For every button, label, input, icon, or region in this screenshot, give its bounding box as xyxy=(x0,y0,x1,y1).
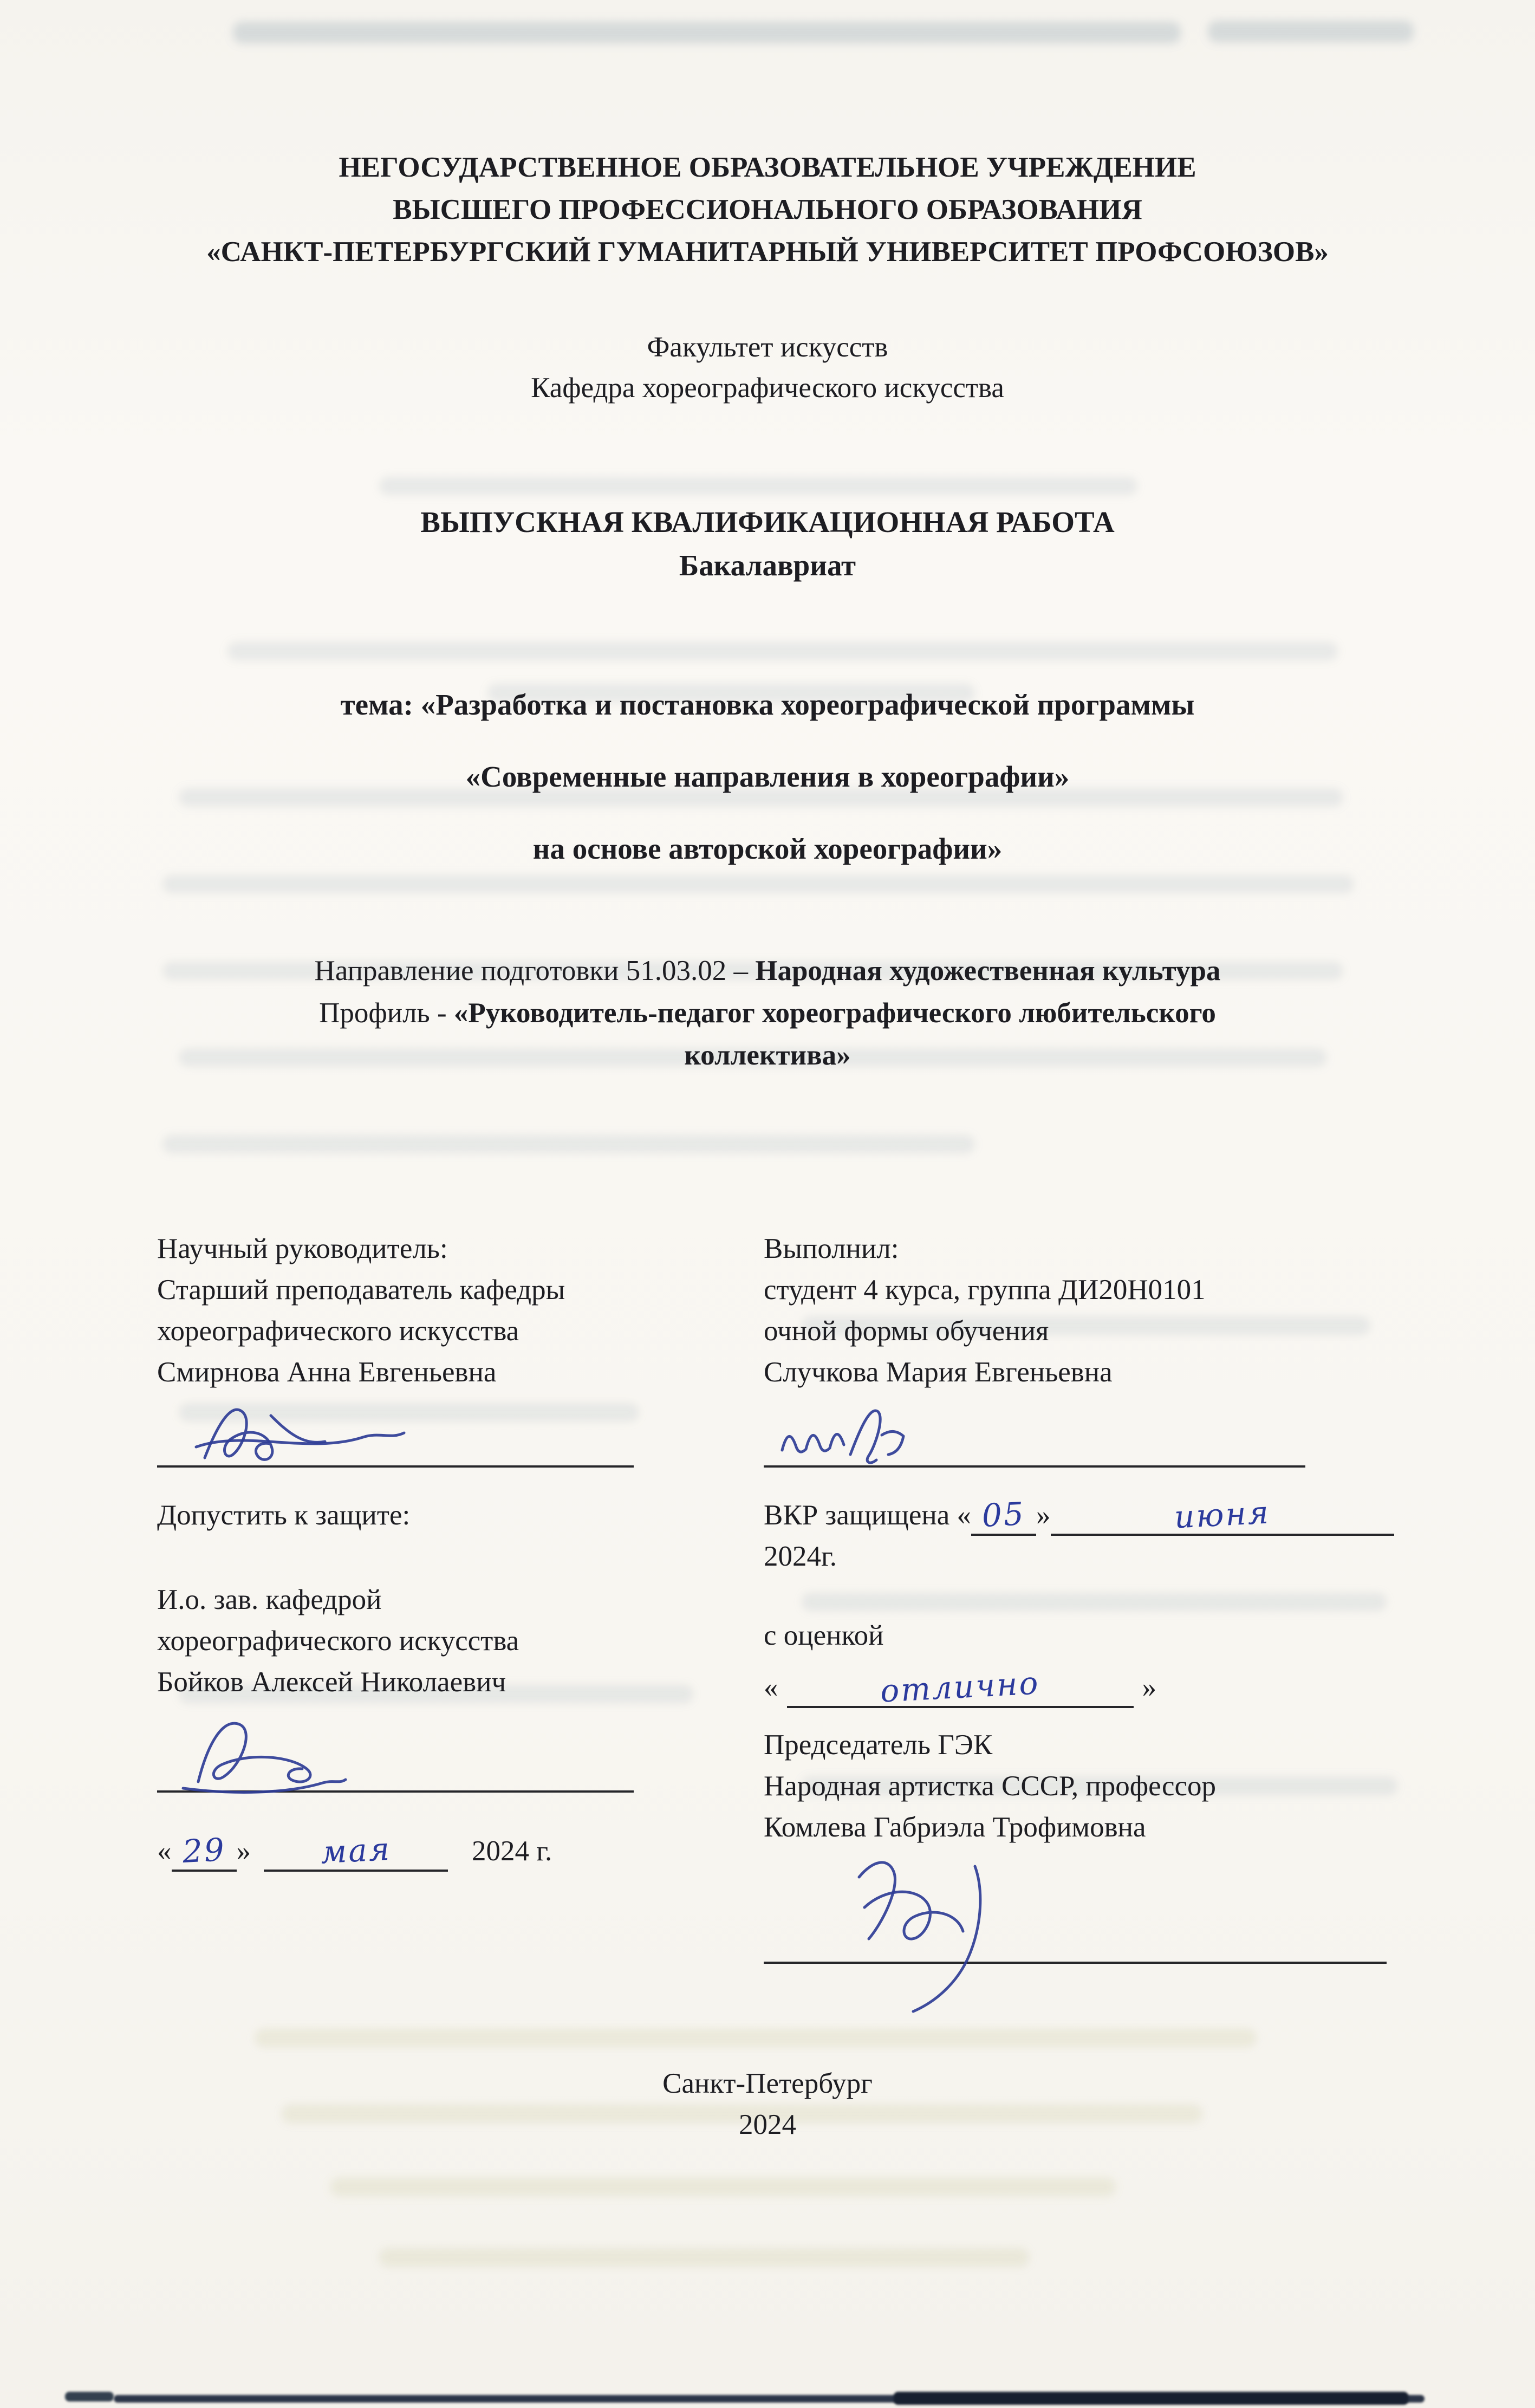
work-type-block xyxy=(0,501,1535,587)
date-day-handwritten: 29 xyxy=(181,1831,227,1871)
supervisor-signature-line xyxy=(157,1401,634,1468)
performed-label: Выполнил: xyxy=(764,1233,899,1264)
department-line: Кафедра хореографического искусства xyxy=(531,372,1004,404)
date-month-handwritten: мая xyxy=(320,1830,392,1871)
defended-year: 2024г. xyxy=(764,1541,837,1572)
scan-edge-mark xyxy=(65,2392,114,2401)
chair-position: Народная артистка СССР, профессор xyxy=(764,1770,1217,1802)
supervisor-position-2: хореографического искусства xyxy=(157,1315,519,1347)
left-column xyxy=(157,1228,758,1964)
student-line-1: студент 4 курса, группа ДИ20Н0101 xyxy=(764,1274,1206,1306)
student-name: Случкова Мария Евгеньевна xyxy=(764,1356,1113,1388)
topic-line-1: тема: «Разработка и постановка хореографической программы xyxy=(340,688,1195,721)
supervisor-label: Научный руководитель: xyxy=(157,1233,448,1264)
institution-line-2: ВЫСШЕГО ПРОФЕССИОНАЛЬНОГО ОБРАЗОВАНИЯ xyxy=(393,194,1142,225)
profile-line-2: коллектива» xyxy=(684,1040,851,1071)
bleed-through-line xyxy=(233,22,1181,43)
profile-line-1 xyxy=(0,992,1535,1034)
topic-block xyxy=(0,668,1535,885)
direction-prefix: Направление подготовки 51.03.02 – xyxy=(314,955,756,986)
date-quote-close: » xyxy=(236,1835,251,1867)
degree-line: Бакалавриат xyxy=(679,549,856,582)
footer-year: 2024 xyxy=(739,2109,796,2140)
defended-day-handwritten: 05 xyxy=(981,1495,1026,1535)
student-signature-line xyxy=(764,1401,1305,1468)
signature-columns xyxy=(0,1228,1535,1964)
direction-name: Народная художественная культура xyxy=(755,955,1221,986)
work-type-title: ВЫПУСКНАЯ КВАЛИФИКАЦИОННАЯ РАБОТА xyxy=(420,505,1115,538)
defended-month-handwritten: июня xyxy=(1173,1494,1271,1536)
grade-label: с оценкой xyxy=(764,1620,884,1651)
supervisor-signature-ink xyxy=(162,1394,444,1475)
head-signature-line xyxy=(157,1709,634,1793)
chair-signature-ink xyxy=(796,1853,1078,2016)
chair-name: Комлева Габриэла Трофимовна xyxy=(764,1812,1146,1843)
bleed-through-line xyxy=(379,2248,1029,2267)
head-position-2: хореографического искусства xyxy=(157,1625,519,1657)
scan-edge-band-dark xyxy=(894,2392,1408,2405)
head-position-1: И.о. зав. кафедрой xyxy=(157,1584,382,1615)
bleed-through-line xyxy=(1208,21,1414,42)
institution-line-3: «САНКТ-ПЕТЕРБУРГСКИЙ ГУМАНИТАРНЫЙ УНИВЕРСИТЕТ ПРОФСОЮЗОВ» xyxy=(206,236,1329,268)
chair-label: Председатель ГЭК xyxy=(764,1729,993,1761)
supervisor-position-1: Старший преподаватель кафедры xyxy=(157,1274,565,1306)
grade-row xyxy=(764,1664,1427,1710)
student-signature-ink xyxy=(769,1394,997,1475)
defended-quote-close: » xyxy=(1036,1500,1051,1531)
admit-date-row xyxy=(157,1831,758,1872)
grade-quote-close: » xyxy=(1142,1672,1156,1703)
topic-line-2: «Современные направления в хореографии» xyxy=(465,760,1070,793)
topic-line-3: на основе авторской хореографии» xyxy=(532,832,1003,865)
admit-label: Допустить к защите: xyxy=(157,1500,411,1531)
right-column xyxy=(764,1228,1427,1964)
grade-value-handwritten: отлично xyxy=(879,1664,1041,1710)
page-content xyxy=(0,146,1535,1964)
chair-signature-line xyxy=(764,1853,1387,1964)
bleed-through-line xyxy=(255,2029,1257,2047)
institution-header xyxy=(0,146,1535,273)
date-quote-open: « xyxy=(157,1835,172,1867)
supervisor-name: Смирнова Анна Евгеньевна xyxy=(157,1356,497,1388)
defended-prefix: ВКР защищена « xyxy=(764,1500,972,1531)
profile-name-part1: «Руководитель-педагог хореографического любительского xyxy=(453,997,1216,1029)
date-year: 2024 г. xyxy=(472,1835,552,1867)
defended-row xyxy=(764,1495,1427,1536)
faculty-block xyxy=(0,327,1535,408)
institution-line-1: НЕГОСУДАРСТВЕННОЕ ОБРАЗОВАТЕЛЬНОЕ УЧРЕЖДЕНИЕ xyxy=(339,152,1196,183)
footer xyxy=(0,2063,1535,2145)
profile-prefix: Профиль - xyxy=(319,997,454,1029)
head-name: Бойков Алексей Николаевич xyxy=(157,1666,506,1698)
bleed-through-line xyxy=(330,2178,1116,2196)
direction-line xyxy=(0,950,1535,992)
student-line-2: очной формы обучения xyxy=(764,1315,1049,1347)
faculty-line: Факультет искусств xyxy=(647,332,888,363)
footer-city: Санкт-Петербург xyxy=(662,2068,873,2099)
grade-quote-open: « xyxy=(764,1672,778,1703)
program-block xyxy=(0,950,1535,1076)
head-signature-ink xyxy=(162,1708,412,1800)
